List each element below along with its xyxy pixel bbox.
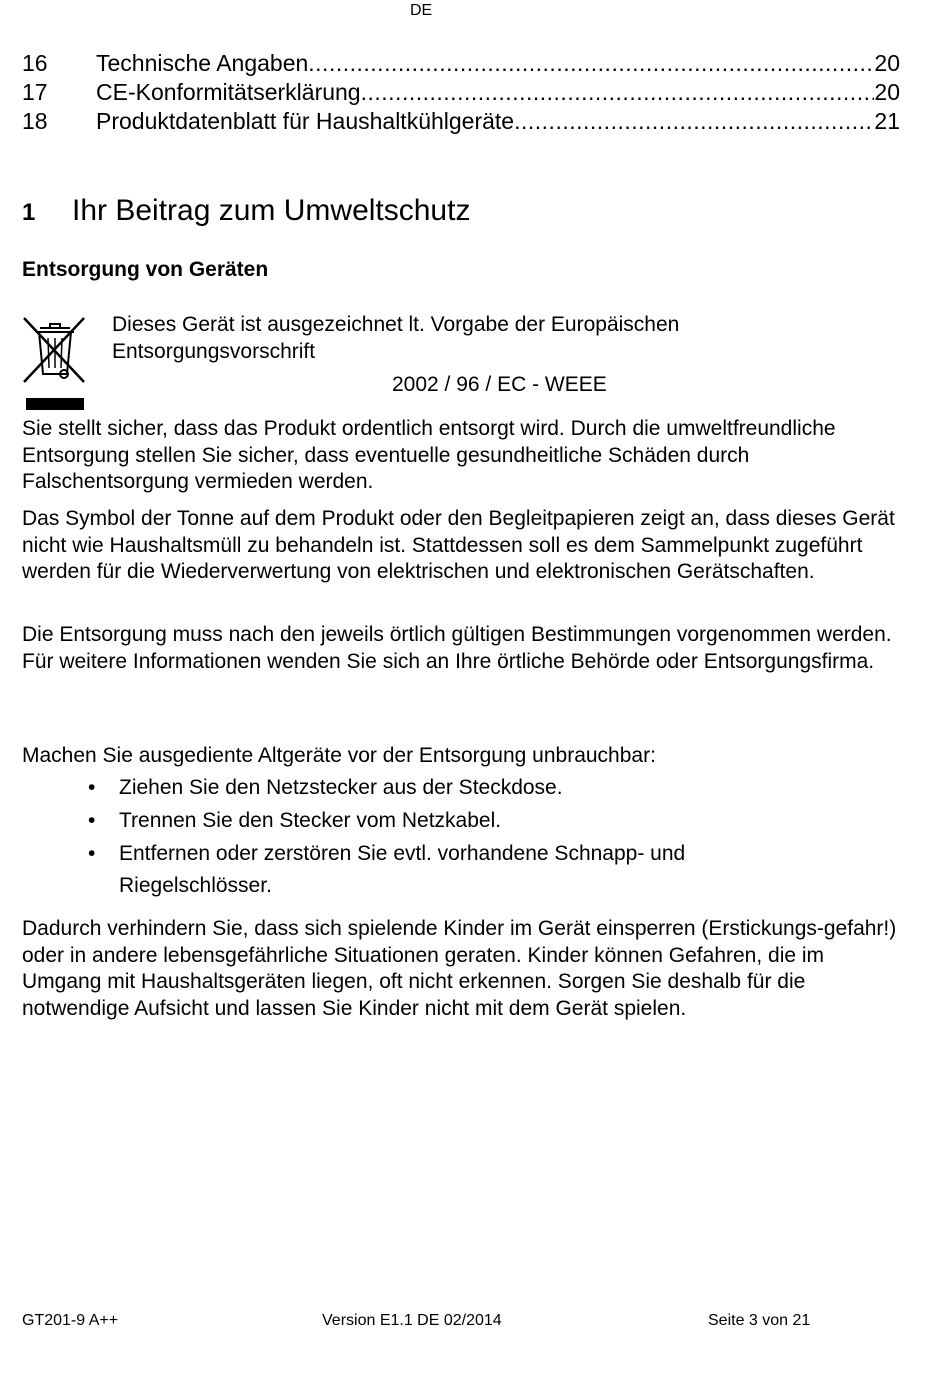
- bullet-icon: •: [88, 842, 96, 865]
- paragraph: Die Entsorgung muss nach den jeweils örtlich gültigen Bestimmungen vorgenommen werden. Für weitere Informationen wenden Sie sich an Ihre örtliche Behörde oder Entsorgungsfirma.: [22, 623, 892, 673]
- language-label: DE: [410, 2, 433, 19]
- weee-directive: 2002 / 96 / EC - WEEE: [392, 373, 607, 396]
- toc-page: 21: [874, 108, 900, 134]
- bullet-icon: •: [88, 776, 96, 799]
- toc-title: Technische Angaben: [96, 50, 309, 76]
- toc-number: 17: [22, 79, 48, 105]
- footer-model: GT201-9 A++: [22, 1312, 119, 1329]
- toc-title: CE-Konformitätserklärung: [96, 79, 361, 105]
- toc-title: Produktdatenblatt für Haushaltkühlgeräte: [96, 108, 515, 134]
- weee-description: Dieses Gerät ist ausgezeichnet lt. Vorgabe der Europäischen Entsorgungsvorschrift: [112, 313, 680, 363]
- toc-entry[interactable]: [22, 108, 900, 136]
- list-item: [22, 838, 902, 902]
- crossed-out-wheelie-bin-icon: [22, 314, 88, 414]
- paragraph: Sie stellt sicher, dass das Produkt ordentlich entsorgt wird. Durch die umweltfreundliche Entsorgung stellen Sie sicher, dass eventuelle gesundheitliche Schäden durch Falschentsorgung vermieden werden.: [22, 417, 836, 493]
- toc-number: 18: [22, 108, 48, 134]
- toc-number: 16: [22, 50, 48, 76]
- toc-entry[interactable]: [22, 79, 900, 107]
- list-item: [22, 805, 902, 837]
- section-heading: Entsorgung von Geräten: [22, 258, 269, 281]
- bullet-list: [22, 772, 902, 903]
- list-item: [22, 772, 902, 804]
- toc-entry[interactable]: [22, 50, 900, 78]
- toc-page: 20: [874, 50, 900, 76]
- toc-leader: [361, 79, 875, 106]
- toc-leader: [514, 108, 874, 135]
- footer-version: Version E1.1 DE 02/2014: [322, 1312, 502, 1329]
- footer-page-number: Seite 3 von 21: [708, 1312, 811, 1329]
- toc-leader: [308, 50, 874, 77]
- paragraph: Machen Sie ausgediente Altgeräte vor der Entsorgung unbrauchbar:: [22, 744, 656, 767]
- closing-paragraph: Dadurch verhindern Sie, dass sich spielende Kinder im Gerät einsperren (Erstickungs-gefahr!) oder in andere lebensgefährliche Situationen geraten. Kinder können Gefahren, die im Umgang mit Haushaltsgeräten liegen, oft nicht erkennen. Sorgen Sie deshalb für die notwendige Aufsicht und lassen Sie Kinder nicht mit dem Gerät spielen.: [22, 917, 897, 1020]
- chapter-title: Ihr Beitrag zum Umweltschutz: [72, 194, 471, 227]
- list-item-text: Trennen Sie den Stecker vom Netzkabel.: [119, 809, 502, 832]
- list-item-text: Entfernen oder zerstören Sie evtl. vorhandene Schnapp- und Riegelschlösser.: [119, 842, 686, 897]
- list-item-text: Ziehen Sie den Netzstecker aus der Steckdose.: [119, 776, 563, 799]
- toc-page: 20: [874, 79, 900, 105]
- paragraph: Das Symbol der Tonne auf dem Produkt oder den Begleitpapieren zeigt an, dass dieses Gerät nicht wie Haushaltsmüll zu behandeln ist. Stattdessen soll es dem Sammelpunkt zugeführt werden für die Wiederverwertung von elektrischen und elektronischen Gerätschaften.: [22, 507, 895, 583]
- bullet-icon: •: [88, 809, 96, 832]
- chapter-heading: [22, 194, 470, 228]
- chapter-number: 1: [22, 199, 36, 226]
